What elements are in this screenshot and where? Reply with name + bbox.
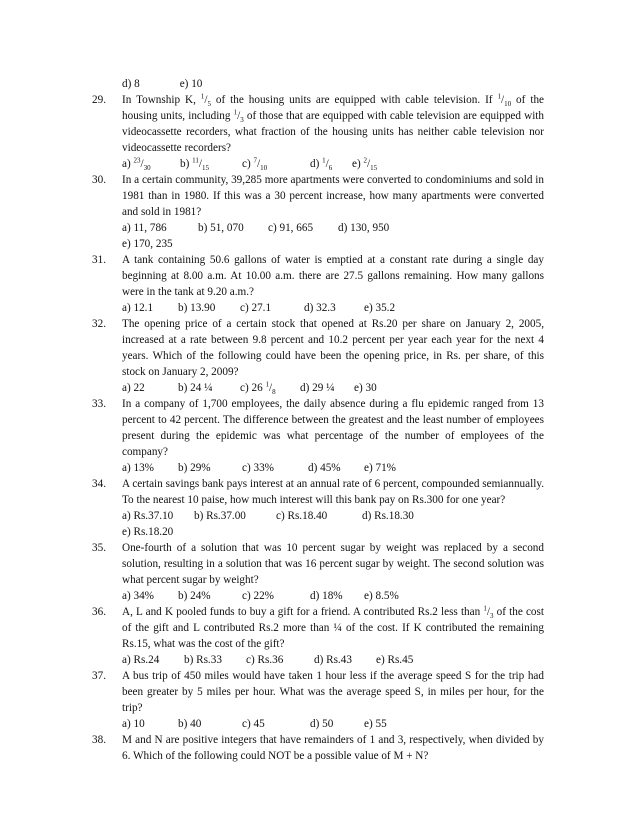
option-e: e) 170, 235 — [122, 238, 173, 250]
option-d: d) 45% — [308, 462, 341, 474]
question-stem: A bus trip of 450 miles would have taken 1 hour less if the average speed S for the trip had been greater by 5 miles per hour. What was the average speed S, in miles per hour, for the trip? — [122, 670, 544, 714]
answer-options — [122, 380, 544, 396]
option-e: e) 55 — [364, 718, 387, 730]
question-36 — [92, 604, 544, 668]
option-a: a) Rs.24 — [122, 654, 160, 666]
option-a: a) $^{23}/_{30}$ — [122, 156, 151, 173]
option-c: c) 22% — [242, 590, 274, 602]
question-29 — [92, 92, 545, 173]
option-b: b) 29% — [178, 462, 211, 474]
option-c: c) 27.1 — [240, 302, 272, 314]
fraction: $^1/_5$ — [200, 92, 211, 109]
answer-options — [122, 220, 544, 236]
question-stem: In a certain community, 39,285 more apartments were converted to condominiums and sold in 1981 than in 1980. If this was a 30 percent increase, how many apartments were converted and sold in 1981? — [122, 174, 544, 218]
question-stem: A certain savings bank pays interest at an annual rate of 6 percent, compounded semiannually. To the nearest 10 paise, how much interest will this bank pay on Rs.300 for one year? — [122, 478, 544, 506]
question-37 — [92, 668, 544, 732]
option-d: d) $^1/_6$ — [310, 156, 333, 173]
option-e: e) 30 — [354, 382, 377, 394]
option-b: b) Rs.37.00 — [194, 510, 246, 522]
question-number: 34. — [92, 478, 106, 490]
option-b: b) Rs.33 — [184, 654, 222, 666]
option-d: d) Rs.43 — [314, 654, 352, 666]
option-c: c) 45 — [242, 718, 265, 730]
option-e: e) 10 — [179, 78, 203, 90]
question-number: 31. — [92, 254, 106, 266]
option-e: e) 35.2 — [364, 302, 396, 314]
option-b: b) 13.90 — [178, 302, 216, 314]
question-stem: One-fourth of a solution that was 10 percent sugar by weight was replaced by a second solution, resulting in a solution that was 16 percent sugar by weight. The second solution was what percent sugar by weight? — [122, 542, 544, 586]
option-b: b) $^{11}/_{15}$ — [180, 156, 209, 173]
question-stem: M and N are positive integers that have remainders of 1 and 3, respectively, when divided by 6. Which of the following could NOT be a possible value of M + N? — [122, 734, 544, 762]
option-e: e) Rs.18.20 — [122, 526, 174, 538]
question-number: 33. — [92, 398, 106, 410]
fraction: $^1/_3$ — [233, 108, 244, 125]
answer-options-cont — [122, 236, 544, 252]
question-38 — [92, 732, 544, 764]
option-c: c) 26 $^1/_8$ — [240, 380, 276, 397]
question-stem: In Township K, $^1/_5$ of the housing units are equipped with cable television. If $^1/_{10}$ of the housing units, including $^1/_3$ of those that are equipped with cable television are equipped with videocassette recorders, what fraction of the housing units has neither cable television nor videocassette recorders? — [122, 92, 545, 154]
question-stem: The opening price of a certain stock that opened at Rs.20 per share on January 2, 2005, increased at a rate between 9.8 percent and 10.2 percent per year each year for the next 4 years. Which of the following could have been the opening price, in Rs. per share, of this stock on January 2, 2009? — [122, 318, 544, 378]
answer-options — [122, 716, 544, 732]
answer-options — [122, 460, 544, 476]
option-a: a) 12.1 — [122, 302, 154, 314]
option-e: e) Rs.45 — [376, 654, 414, 666]
option-e: e) $^2/_{15}$ — [352, 156, 378, 173]
option-d: d) 18% — [310, 590, 343, 602]
option-b: b) 24% — [178, 590, 211, 602]
fraction: $^1/_3$ — [483, 604, 494, 621]
option-d: d) 29 ¼ — [300, 382, 335, 394]
option-c: c) 91, 665 — [268, 222, 314, 234]
option-a: a) 34% — [122, 590, 154, 602]
question-number: 29. — [92, 94, 106, 106]
question-number: 32. — [92, 318, 106, 330]
answer-options-cont — [122, 524, 544, 540]
option-d: d) 32.3 — [304, 302, 336, 314]
option-c: c) $^7/_{10}$ — [242, 156, 268, 173]
option-d: d) 50 — [310, 718, 334, 730]
answer-options — [122, 508, 544, 524]
answer-options — [122, 588, 544, 604]
option-c: c) 33% — [242, 462, 274, 474]
question-35 — [92, 540, 544, 604]
question-30 — [92, 172, 544, 252]
option-c: c) Rs.36 — [246, 654, 284, 666]
option-d: d) Rs.18.30 — [362, 510, 414, 522]
question-33 — [92, 396, 544, 476]
question-number: 38. — [92, 734, 106, 746]
option-e: e) 8.5% — [364, 590, 399, 602]
question-number: 35. — [92, 542, 106, 554]
question-31 — [92, 252, 544, 316]
option-c: c) Rs.18.40 — [276, 510, 328, 522]
option-e: e) 71% — [364, 462, 396, 474]
fraction: $^1/_{10}$ — [497, 92, 512, 109]
option-b: b) 51, 070 — [198, 222, 244, 234]
question-number: 37. — [92, 670, 106, 682]
carryover-options — [122, 76, 638, 92]
answer-options — [122, 156, 544, 172]
option-a: a) 10 — [122, 718, 145, 730]
option-a: a) 22 — [122, 382, 145, 394]
option-a: a) Rs.37.10 — [122, 510, 174, 522]
question-stem: In a company of 1,700 employees, the daily absence during a flu epidemic ranged from 13 percent to 42 percent. The difference between the greatest and the least number of employees present during the epidemic was what percentage of the number of employees of the company? — [122, 398, 544, 458]
answer-options — [122, 652, 544, 668]
question-32 — [92, 316, 544, 397]
option-d: d) 130, 950 — [338, 222, 390, 234]
option-a: a) 13% — [122, 462, 154, 474]
option-a: a) 11, 786 — [122, 222, 167, 234]
question-number: 36. — [92, 606, 106, 618]
option-b: b) 40 — [178, 718, 202, 730]
option-b: b) 24 ¼ — [178, 382, 213, 394]
question-stem: A, L and K pooled funds to buy a gift for a friend. A contributed Rs.2 less than $^1/_3$ of the cost of the gift and L contributed Rs.2 more than ¼ of the cost. If K contributed the remaining Rs.15, what was the cost of the gift? — [122, 604, 544, 650]
question-number: 30. — [92, 174, 106, 186]
question-34 — [92, 476, 544, 540]
option-d: d) 8 — [122, 78, 140, 90]
answer-options — [122, 300, 544, 316]
question-stem: A tank containing 50.6 gallons of water is emptied at a constant rate during a single day beginning at 8.00 a.m. At 10.00 a.m. there are 27.5 gallons remaining. How many gallons were in the tank at 9.20 a.m.? — [122, 254, 544, 298]
